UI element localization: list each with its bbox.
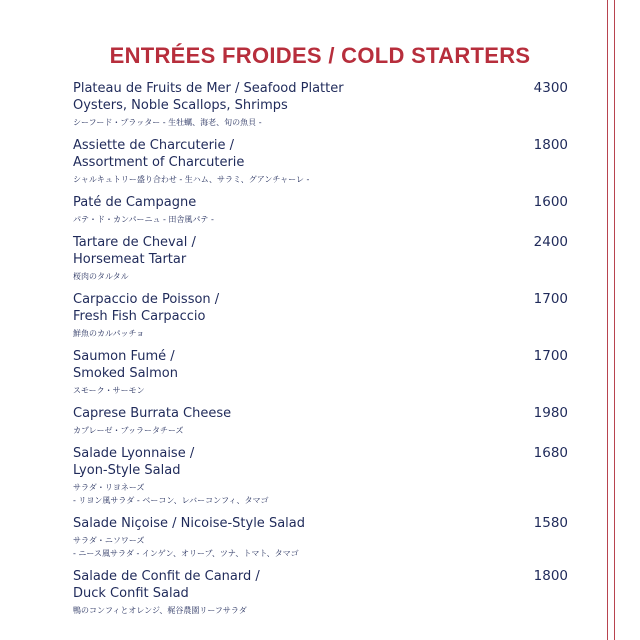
item-name: Salade de Confit de Canard / Duck Confit Salad bbox=[73, 569, 260, 601]
item-japanese: スモーク・サーモン bbox=[73, 386, 145, 395]
item-name: Caprese Burrata Cheese bbox=[73, 406, 232, 421]
item-name: Saumon Fumé / Smoked Salmon bbox=[73, 349, 179, 381]
menu-item bbox=[73, 80, 568, 129]
item-price: 1600 bbox=[533, 194, 568, 210]
item-price: 1700 bbox=[533, 348, 568, 364]
item-price: 1800 bbox=[533, 137, 568, 153]
item-price: 2400 bbox=[533, 234, 568, 250]
menu-item bbox=[73, 234, 568, 283]
item-name: Plateau de Fruits de Mer / Seafood Platter Oysters, Noble Scallops, Shrimps bbox=[73, 81, 344, 113]
item-japanese: 鴨のコンフィとオレンジ、梶谷農園リーフサラダ bbox=[73, 606, 247, 615]
item-name: Assiette de Charcuterie / Assortment of Charcuterie bbox=[73, 138, 245, 170]
menu-item bbox=[73, 291, 568, 340]
item-price: 1800 bbox=[533, 568, 568, 584]
right-border-line-inner bbox=[614, 0, 615, 640]
item-japanese: 鮮魚のカルパッチョ bbox=[73, 329, 145, 338]
item-name: Paté de Campagne bbox=[73, 195, 197, 210]
item-name: Salade Niçoise / Nicoise-Style Salad bbox=[73, 516, 305, 531]
item-japanese: カプレーゼ・ブッラータチーズ bbox=[73, 426, 184, 435]
menu-item bbox=[73, 515, 568, 560]
item-price: 4300 bbox=[533, 80, 568, 96]
menu-item bbox=[73, 194, 568, 226]
menu-item bbox=[73, 348, 568, 397]
item-price: 1980 bbox=[533, 405, 568, 421]
item-japanese: シャルキュトリー盛り合わせ - 生ハム、サラミ、グアンチャーレ - bbox=[73, 175, 310, 184]
item-name: Carpaccio de Poisson / Fresh Fish Carpaccio bbox=[73, 292, 220, 324]
item-price: 1580 bbox=[533, 515, 568, 531]
item-price: 1680 bbox=[533, 445, 568, 461]
section-title: ENTRÉES FROIDES / COLD STARTERS bbox=[109, 43, 531, 68]
item-japanese: シーフード・プラッター - 生牡蠣、海老、旬の魚貝 - bbox=[73, 118, 262, 127]
item-japanese: 桜肉のタルタル bbox=[73, 272, 129, 281]
item-price: 1700 bbox=[533, 291, 568, 307]
item-japanese: サラダ・リヨネーズ - リヨン風サラダ - ベーコン、レバーコンフィ、タマゴ bbox=[73, 483, 269, 505]
right-border-line bbox=[607, 0, 608, 640]
menu-item bbox=[73, 405, 568, 437]
item-japanese: パテ・ド・カンパーニュ - 田舎風パテ - bbox=[73, 215, 214, 224]
item-name: Tartare de Cheval / Horsemeat Tartar bbox=[73, 235, 196, 267]
item-name: Salade Lyonnaise / Lyon-Style Salad bbox=[73, 446, 195, 478]
menu-item bbox=[73, 445, 568, 507]
item-japanese: サラダ・ニソワーズ - ニース風サラダ - インゲン、オリーブ、ツナ、トマト、タマゴ bbox=[73, 536, 299, 558]
menu-list bbox=[73, 80, 568, 625]
menu-item bbox=[73, 137, 568, 186]
menu-item bbox=[73, 568, 568, 617]
